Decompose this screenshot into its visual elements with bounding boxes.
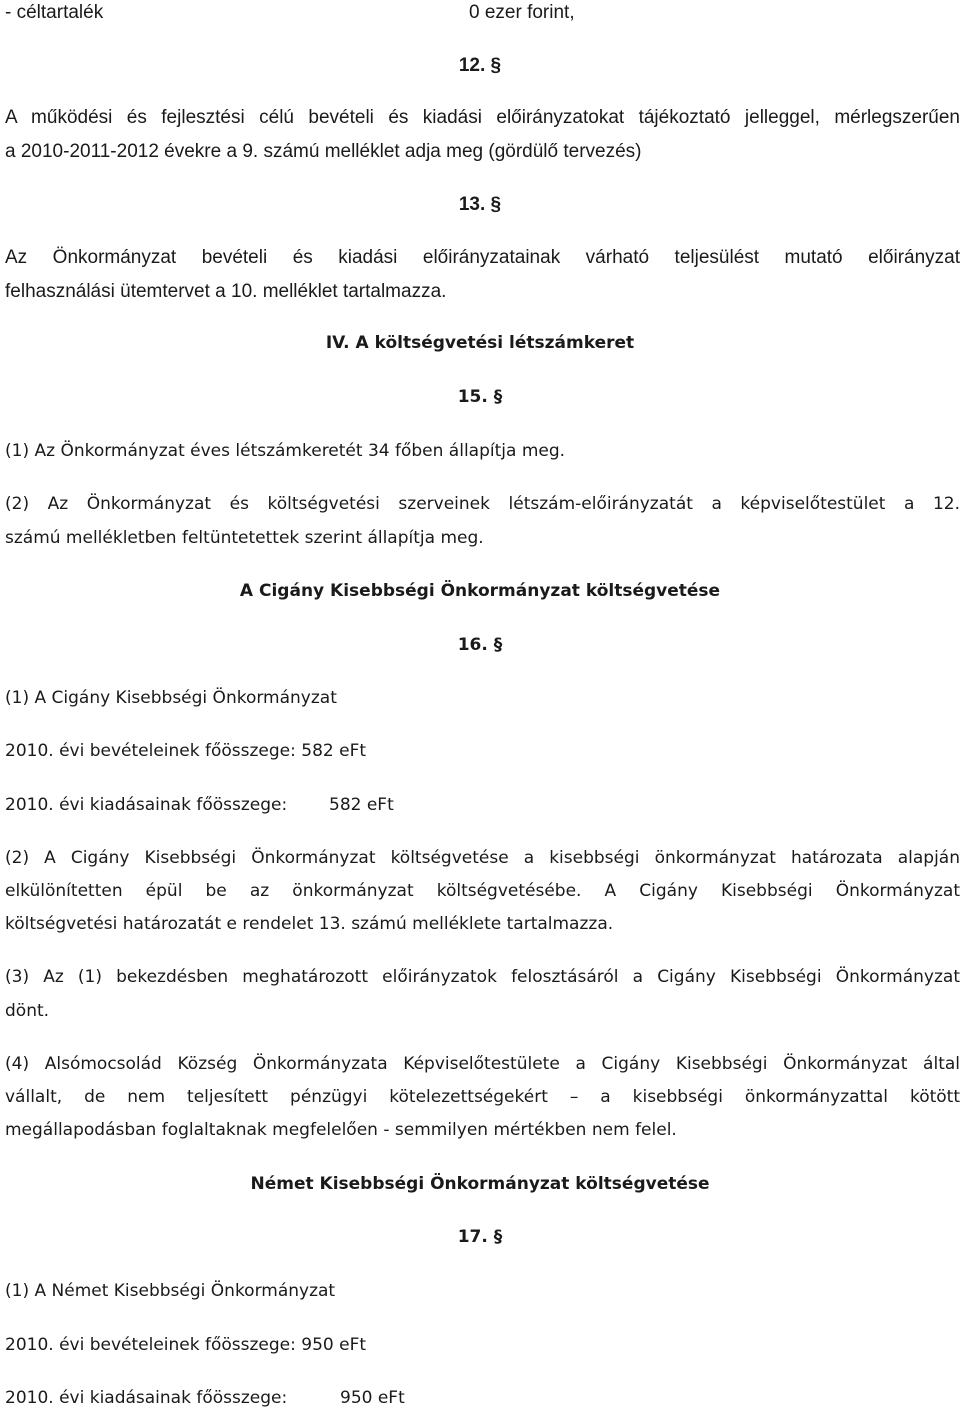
section-16-revenue: 2010. évi bevételeinek főösszege: 582 eFt xyxy=(5,741,367,761)
german-minority-budget-heading: Német Kisebbségi Önkormányzat költségvetése xyxy=(250,1174,710,1194)
section-12-heading: 12. § xyxy=(458,55,502,76)
section-13-line-2: felhasználási ütemtervet a 10. melléklet tartalmazza. xyxy=(5,281,447,302)
section-17-heading: 17. § xyxy=(457,1227,503,1247)
roma-minority-budget-heading: A Cigány Kisebbségi Önkormányzat költségvetése xyxy=(239,581,721,601)
section-12-line-1: A működési és fejlesztési célú bevételi és kiadási előirányzatokat tájékoztató jelleggel, mérlegszerűen xyxy=(5,107,960,128)
section-16-para-1: (1) A Cigány Kisebbségi Önkormányzat xyxy=(5,688,337,708)
reserve-amount: 0 ezer forint, xyxy=(469,2,575,23)
section-16-expense-label: 2010. évi kiadásainak főösszege: xyxy=(5,795,288,815)
section-15-para-1: (1) Az Önkormányzat éves létszámkeretét 34 főben állapítja meg. xyxy=(5,441,566,461)
reserve-label: - céltartalék xyxy=(5,2,104,23)
section-16-expense-amount: 582 eFt xyxy=(329,795,394,815)
chapter-iv-heading: IV. A költségvetési létszámkeret xyxy=(325,333,635,353)
section-16-para-4-line-1: (4) Alsómocsolád Község Önkormányzata Képviselőtestülete a Cigány Kisebbségi Önkormányzat által xyxy=(5,1054,960,1074)
section-15-heading: 15. § xyxy=(457,387,503,407)
section-16-para-2-line-1: (2) A Cigány Kisebbségi Önkormányzat költségvetése a kisebbségi önkormányzat határozata alapján xyxy=(5,848,960,868)
section-16-para-3-line-2: dönt. xyxy=(5,1001,50,1021)
section-15-para-2-line-1: (2) Az Önkormányzat és költségvetési szerveinek létszám-előirányzatát a képviselőtestület a 12. xyxy=(5,494,960,514)
section-17-revenue: 2010. évi bevételeinek főösszege: 950 eFt xyxy=(5,1335,367,1355)
section-13-heading: 13. § xyxy=(458,194,502,215)
section-16-heading: 16. § xyxy=(457,635,503,655)
section-16-para-2-line-2: elkülönítetten épül be az önkormányzat költségvetésébe. A Cigány Kisebbségi Önkormányzat xyxy=(5,881,960,901)
section-17-para-1: (1) A Német Kisebbségi Önkormányzat xyxy=(5,1281,336,1301)
section-15-para-2-line-2: számú mellékletben feltüntetettek szerint állapítja meg. xyxy=(5,528,484,548)
section-16-para-3-line-1: (3) Az (1) bekezdésben meghatározott előirányzatok felosztásáról a Cigány Kisebbségi Önkormányzat xyxy=(5,967,960,987)
section-12-line-2: a 2010-2011-2012 évekre a 9. számú melléklet adja meg (gördülő tervezés) xyxy=(5,141,642,162)
section-16-para-4-line-3: megállapodásban foglaltaknak megfelelően - semmilyen mértékben nem felel. xyxy=(5,1120,677,1140)
section-13-line-1: Az Önkormányzat bevételi és kiadási előirányzatainak várható teljesülést mutató előirányzat xyxy=(5,247,960,268)
section-17-expense-label: 2010. évi kiadásainak főösszege: xyxy=(5,1388,288,1408)
section-17-expense-amount: 950 eFt xyxy=(340,1388,405,1408)
section-16-para-2-line-3: költségvetési határozatát e rendelet 13. számú melléklete tartalmazza. xyxy=(5,914,614,934)
section-16-para-4-line-2: vállalt, de nem teljesített pénzügyi kötelezettségekért – a kisebbségi önkormányzattal kötött xyxy=(5,1087,960,1107)
